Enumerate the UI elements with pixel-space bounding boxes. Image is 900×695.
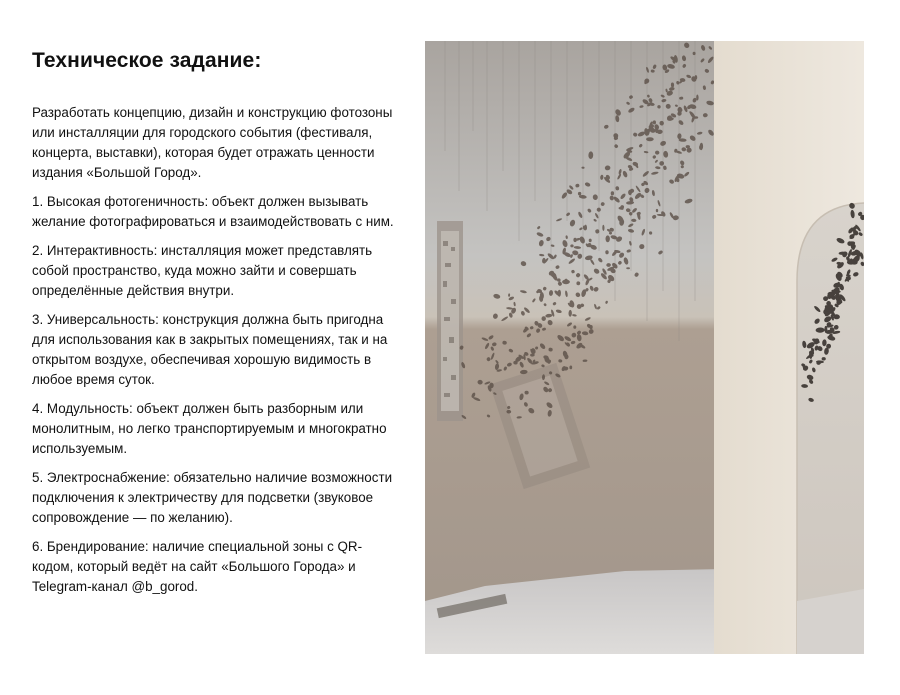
requirement-photogenic: 1. Высокая фотогеничность: объект должен вызывать желание фотографироваться и взаимодействовать с ним. [32, 194, 394, 229]
requirement-power: 5. Электроснабжение: обязательно наличие возможности подключения к электричеству для подсветки (звуковое сопровождение — по желанию). [32, 470, 393, 525]
leaf [589, 239, 592, 243]
intro-paragraph: Разработать концепцию, дизайн и конструкцию фотозоны или инсталляции для городского события (фестиваля, концерта, выставки), которая будет отражать ценности издания «Большой Город». [32, 105, 393, 180]
leaf [542, 316, 546, 321]
text-column [32, 48, 397, 606]
requirement-modular: 4. Модульность: объект должен быть разборным или монолитным, но легко транспортируемым и многократно используемым. [32, 401, 387, 456]
requirement-interactive: 2. Интерактивность: инсталляция может представлять собой пространство, куда можно зайти и совершать определённые действия внутри. [32, 243, 373, 298]
page-title: Техническое задание: [32, 49, 262, 72]
leaf [646, 137, 654, 141]
installation-render-image [425, 41, 864, 654]
requirement-universal: 3. Универсальность: конструкция должна быть пригодна для использования как в закрытых помещениях, так и на открытом воздухе, обеспечивая хорошую видимость в любое время суток. [32, 312, 388, 387]
leaf [573, 238, 576, 242]
qr-panel [437, 221, 463, 421]
requirement-branding: 6. Брендирование: наличие специальной зоны с QR-кодом, который ведёт на сайт «Большого Города» и Telegram-канал @b_gorod. [32, 539, 363, 594]
leaf [606, 235, 610, 242]
arch-opening [797, 203, 864, 654]
